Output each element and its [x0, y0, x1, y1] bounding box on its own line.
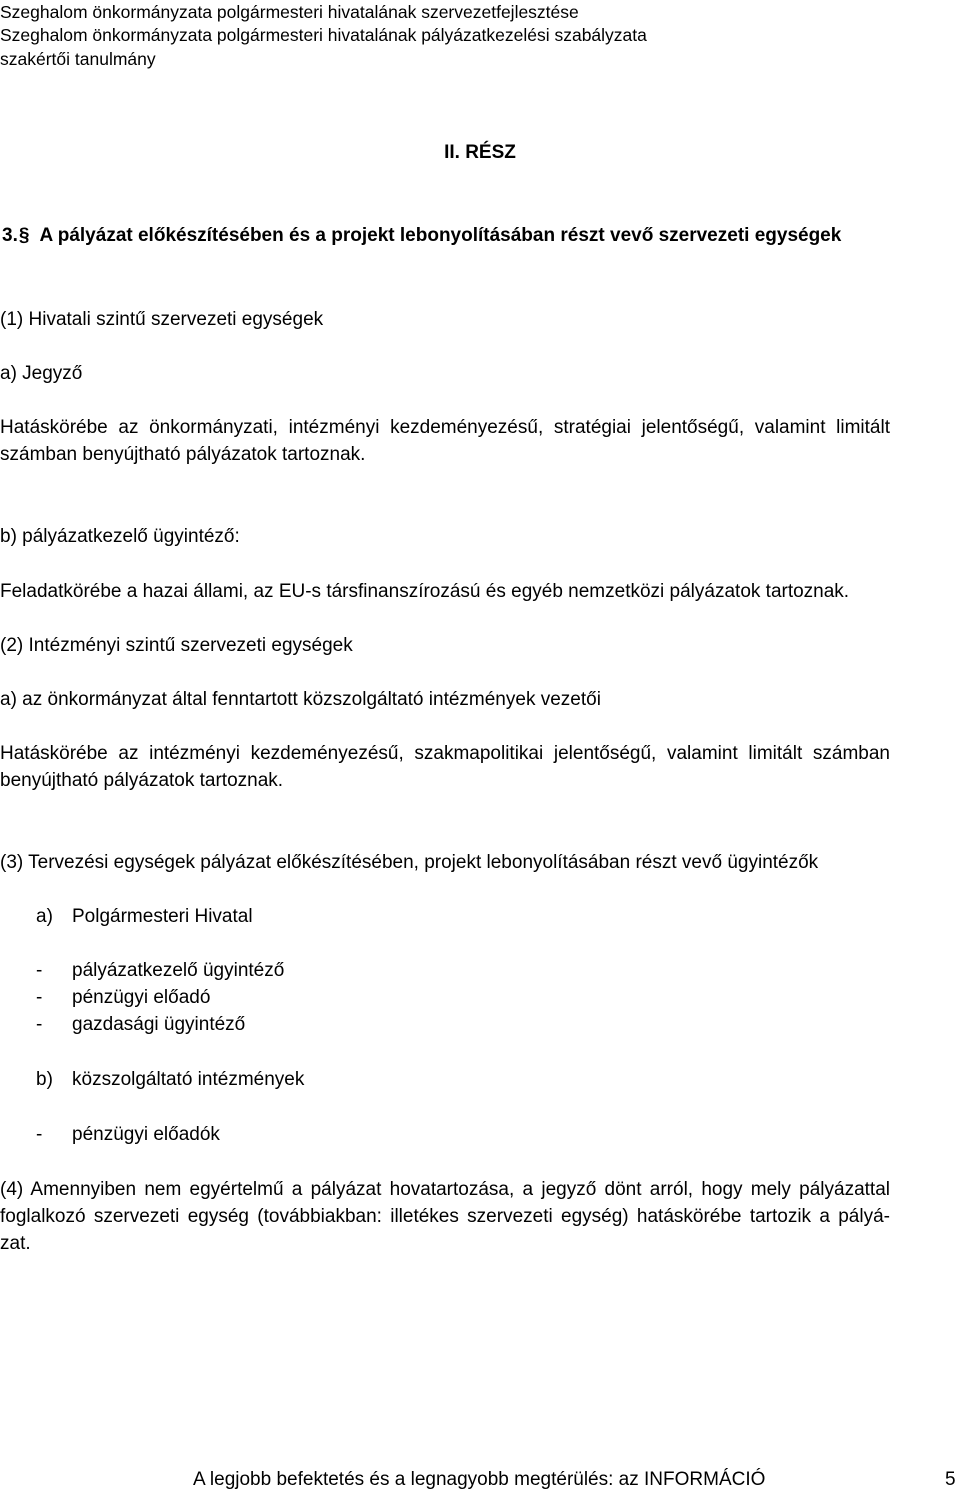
p1-a-text-line-1: Hatáskörébe az önkormányzati, intézményi kezdeményezésű, stratégiai jelentőségű, valamint limitált	[0, 417, 890, 438]
list-item: pályázatkezelő ügyintéző	[72, 960, 285, 981]
header-line-2: Szeghalom önkormányzata polgármesteri hivatalának pályázatkezelési szabályzata	[0, 25, 647, 45]
p3-a-label: Polgármesteri Hivatal	[72, 906, 253, 927]
p3-heading: (3) Tervezési egységek pályázat előkészítésében, projekt lebonyolításában részt vevő ügyintézők	[0, 852, 819, 873]
list-dash: -	[36, 987, 43, 1008]
section-symbol: §	[18, 225, 30, 246]
p3-b-label: közszolgáltató intézmények	[72, 1069, 305, 1090]
p3-b-marker: b)	[36, 1069, 53, 1090]
p2-heading: (2) Intézményi szintű szervezeti egységek	[0, 635, 353, 656]
list-item: pénzügyi előadók	[72, 1124, 220, 1145]
p4-line-1: (4) Amennyiben nem egyértelmű a pályázat hovatartozása, a jegyző dönt arról, hogy mely pályázattal	[0, 1179, 890, 1200]
section-heading	[2, 225, 841, 247]
p4-line-3: zat.	[0, 1233, 31, 1254]
p1-b-text: Feladatkörébe a hazai állami, az EU-s társfinanszírozású és egyéb nemzetközi pályázatok tartoznak.	[0, 581, 850, 602]
p1-a-text-line-2: számban benyújtható pályázatok tartoznak.	[0, 444, 366, 465]
p3-a-marker: a)	[36, 906, 53, 927]
list-item: gazdasági ügyintéző	[72, 1014, 246, 1035]
list-item: pénzügyi előadó	[72, 987, 211, 1008]
section-number: 3.	[2, 225, 18, 246]
list-dash: -	[36, 1124, 43, 1145]
p1-heading: (1) Hivatali szintű szervezeti egységek	[0, 309, 324, 330]
p1-b-label: b) pályázatkezelő ügyintéző:	[0, 526, 240, 547]
list-dash: -	[36, 960, 43, 981]
p2-text-line-1: Hatáskörébe az intézményi kezdeményezésű, szakmapolitikai jelentőségű, valamint limitált számban	[0, 743, 890, 764]
page-number: 5	[945, 1469, 956, 1490]
part-title: II. RÉSZ	[444, 142, 516, 163]
header-line-1: Szeghalom önkormányzata polgármesteri hivatalának szervezetfejlesztése	[0, 2, 579, 22]
header-line-3: szakértői tanulmány	[0, 49, 156, 69]
p2-a-label: a) az önkormányzat által fenntartott közszolgáltató intézmények vezetői	[0, 689, 601, 710]
p2-text-line-2: benyújtható pályázatok tartoznak.	[0, 770, 284, 791]
list-dash: -	[36, 1014, 43, 1035]
p4-line-2: foglalkozó szervezeti egység (továbbiakban: illetékes szervezeti egység) hatáskörébe tartozik a pályá-	[0, 1206, 890, 1227]
section-title: A pályázat előkészítésében és a projekt lebonyolításában részt vevő szervezeti egységek	[39, 225, 842, 246]
footer-text: A legjobb befektetés és a legnagyobb megtérülés: az INFORMÁCIÓ	[193, 1469, 766, 1490]
p1-a-label: a) Jegyző	[0, 363, 83, 384]
